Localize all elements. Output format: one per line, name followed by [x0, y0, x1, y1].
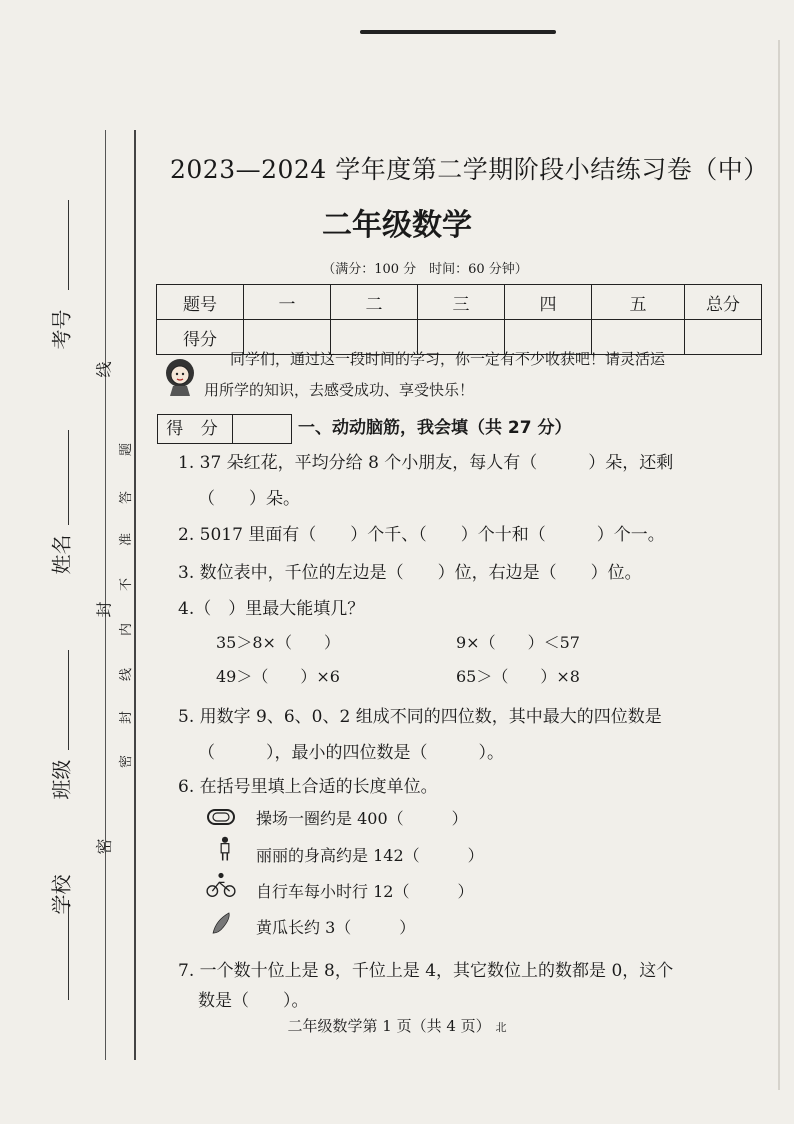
question-6a: 操场一圈约是 400（ ） — [256, 809, 468, 828]
intro-line: 同学们，通过这一段时间的学习，你一定有不少收获吧！请灵活运 — [230, 350, 666, 368]
feng-mark: 封 — [94, 601, 114, 618]
intro-line: 用所学的知识，去感受成功、享受快乐！ — [204, 381, 475, 399]
intro-text — [204, 344, 764, 406]
question-6b: 丽丽的身高约是 142（ ） — [256, 846, 484, 865]
page-footer — [0, 1015, 794, 1036]
track-icon — [206, 804, 236, 830]
question-1: 1. 37 朵红花，平均分给 8 个小朋友，每人有（ ）朵，还剩 — [178, 453, 674, 473]
page-edge — [778, 40, 780, 1090]
question-6: 6. 在括号里填上合适的长度单位。 — [178, 777, 438, 797]
question-7: 7. 一个数十位上是 8，千位上是 4，其它数位上的数都是 0，这个 — [178, 961, 674, 981]
warning-char: 线 — [119, 667, 135, 682]
warning-char: 答 — [119, 490, 135, 505]
question-4a: 35＞8×（ ） — [216, 633, 340, 652]
person-icon — [210, 836, 240, 862]
footer-text: 二年级数学第 1 页（共 4 页） — [287, 1017, 491, 1035]
kaohao-label: 考号 — [49, 309, 74, 350]
xingming-label: 姓名 — [49, 534, 74, 575]
question-6c: 自行车每小时行 12（ ） — [256, 882, 474, 901]
score-cell: 四 — [505, 285, 592, 320]
question-4c: 49＞（ ）×6 — [216, 667, 340, 686]
score-cell: 得分 — [157, 320, 244, 355]
score-cell: 二 — [331, 285, 418, 320]
question-1-cont: （ ）朵。 — [198, 489, 300, 509]
question-2: 2. 5017 里面有（ ）个千、（ ）个十和（ ）个一。 — [178, 525, 665, 545]
score-cell: 三 — [418, 285, 505, 320]
full-marks-info: （满分：100 分 时间：60 分钟） — [322, 262, 528, 277]
cucumber-icon — [206, 910, 236, 936]
question-5-cont: （ ），最小的四位数是（ ）。 — [198, 743, 504, 763]
scan-smudge — [360, 30, 556, 34]
question-4b: 9×（ ）＜57 — [456, 633, 580, 652]
section-title: 一、动动脑筋，我会填（共 27 分） — [298, 418, 572, 438]
score-cell: 总分 — [685, 285, 762, 320]
warning-char: 准 — [119, 532, 135, 547]
score-table-header-row — [157, 285, 762, 320]
xuexiao-blank — [68, 900, 69, 1000]
footer-mark: 北 — [495, 1021, 507, 1034]
xingming-blank — [68, 430, 69, 525]
xian-mark: 线 — [94, 361, 114, 378]
score-cell: 一 — [244, 285, 331, 320]
warning-char: 封 — [119, 710, 135, 725]
banji-label: 班级 — [49, 759, 74, 800]
warning-char: 内 — [119, 622, 135, 637]
score-cell: 五 — [592, 285, 685, 320]
question-6d: 黄瓜长约 3（ ） — [256, 918, 416, 937]
warning-char: 题 — [119, 442, 135, 457]
section-score-input[interactable] — [233, 415, 291, 443]
question-7-cont: 数是（ ）。 — [198, 991, 309, 1011]
question-4: 4.（ ）里最大能填几？ — [178, 599, 365, 619]
banji-blank — [68, 650, 69, 750]
xuexiao-label: 学校 — [49, 874, 74, 915]
warning-char: 密 — [119, 754, 135, 769]
question-5: 5. 用数字 9、6、0、2 组成不同的四位数，其中最大的四位数是 — [178, 707, 662, 727]
section-score-box — [157, 414, 292, 444]
girl-avatar-icon — [160, 356, 200, 396]
score-cell: 题号 — [157, 285, 244, 320]
exam-subtitle: 二年级数学 — [322, 208, 472, 243]
section-score-label: 得 分 — [158, 415, 233, 443]
cyclist-icon — [206, 872, 236, 898]
question-3: 3. 数位表中，千位的左边是（ ）位，右边是（ ）位。 — [178, 563, 642, 583]
warning-char: 不 — [119, 577, 135, 592]
question-4d: 65＞（ ）×8 — [456, 667, 580, 686]
mi-mark: 密 — [94, 838, 114, 855]
exam-title: 2023—2024 学年度第二学期阶段小结练习卷（中） — [170, 155, 769, 184]
